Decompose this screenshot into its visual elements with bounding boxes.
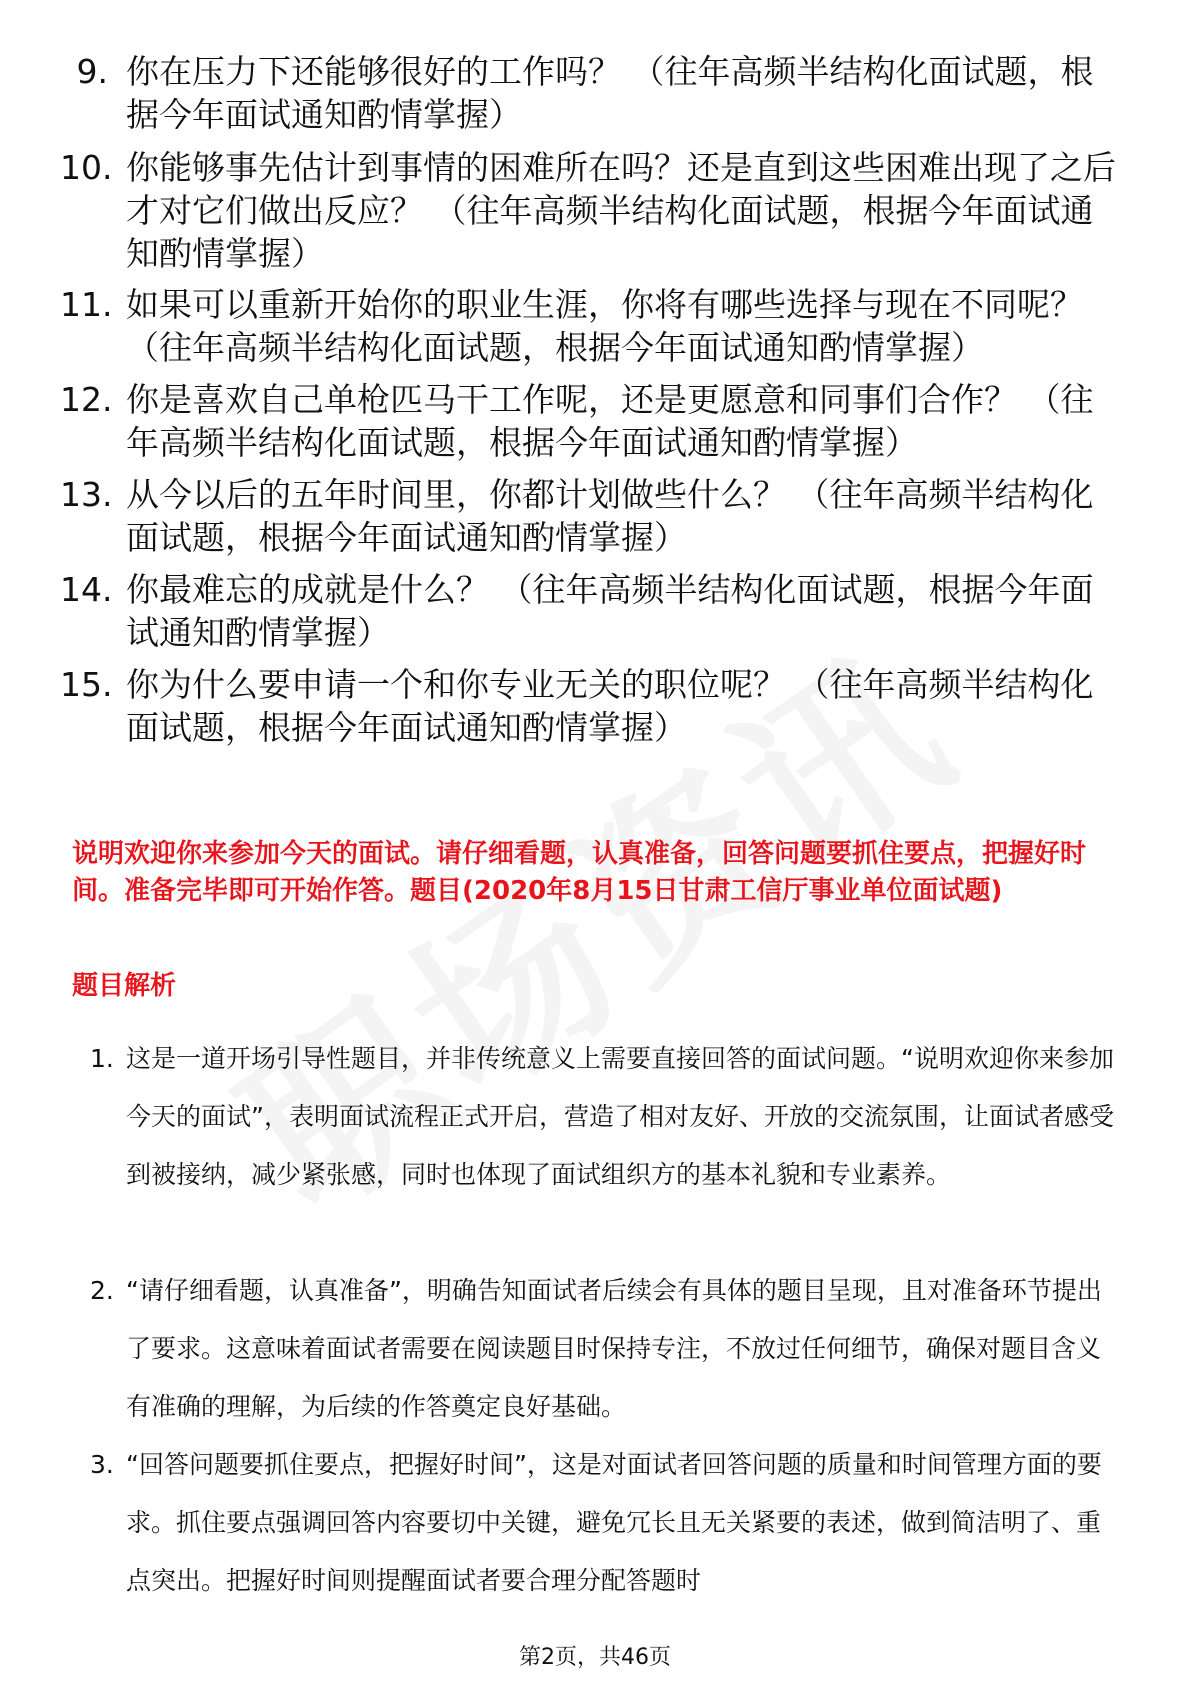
analysis-number: 2. bbox=[90, 1276, 114, 1305]
analysis-text: “请仔细看题，认真准备”，明确告知面试者后续会有具体的题目呈现，且对准备环节提出了要求。这意味着面试者需要在阅读题目时保持专注，不放过任何细节，确保对题目含义有准确的理解，为后续的作答奠定良好基础。 bbox=[126, 1276, 1102, 1421]
question-number: 10. bbox=[60, 148, 113, 187]
analysis-text: “回答问题要抓住要点，把握好时间”，这是对面试者回答问题的质量和时间管理方面的要求。抓住要点强调回答内容要切中关键，避免冗长且无关紧要的表述，做到简洁明了、重点突出。把握好时间则提醒面试者要合理分配答题时 bbox=[126, 1450, 1102, 1595]
analysis-heading: 题目解析 bbox=[72, 971, 177, 1001]
question-number: 13. bbox=[60, 475, 113, 514]
analysis-item bbox=[72, 1030, 1122, 1204]
question-text: 你能够事先估计到事情的困难所在吗？还是直到这些困难出现了之后才对它们做出反应？ （往年高频半结构化面试题，根据今年面试通知酌情掌握） bbox=[126, 148, 1116, 273]
question-item bbox=[60, 663, 1120, 749]
question-number: 12. bbox=[60, 380, 113, 419]
question-item bbox=[60, 50, 1120, 136]
question-item bbox=[60, 283, 1120, 369]
question-number: 15. bbox=[60, 665, 113, 704]
analysis-item bbox=[72, 1262, 1122, 1436]
question-number: 14. bbox=[60, 570, 113, 609]
question-number: 9. bbox=[76, 52, 108, 91]
question-text: 你是喜欢自己单枪匹马干工作呢，还是更愿意和同事们合作？ （往年高频半结构化面试题，根据今年面试通知酌情掌握） bbox=[126, 380, 1094, 462]
question-text: 你在压力下还能够很好的工作吗？ （往年高频半结构化面试题，根据今年面试通知酌情掌握） bbox=[126, 52, 1094, 134]
question-item bbox=[60, 473, 1120, 559]
page-footer: 第2页，共46页 bbox=[519, 1645, 671, 1670]
question-item bbox=[60, 568, 1120, 654]
analysis-number: 1. bbox=[90, 1044, 114, 1073]
question-number: 11. bbox=[60, 285, 113, 324]
question-item bbox=[60, 146, 1120, 275]
question-text: 你最难忘的成就是什么？ （往年高频半结构化面试题，根据今年面试通知酌情掌握） bbox=[126, 570, 1094, 652]
analysis-item bbox=[72, 1436, 1122, 1610]
question-item bbox=[60, 378, 1120, 464]
analysis-number: 3. bbox=[90, 1450, 114, 1479]
question-text: 你为什么要申请一个和你专业无关的职位呢？ （往年高频半结构化面试题，根据今年面试通知酌情掌握） bbox=[126, 665, 1094, 747]
instruction-note: 说明欢迎你来参加今天的面试。请仔细看题，认真准备，回答问题要抓住要点，把握好时间。准备完毕即可开始作答。题目(2020年8月15日甘肃工信厅事业单位面试题) bbox=[72, 839, 1087, 906]
analysis-text: 这是一道开场引导性题目，并非传统意义上需要直接回答的面试问题。“说明欢迎你来参加今天的面试”，表明面试流程正式开启，营造了相对友好、开放的交流氛围，让面试者感受到被接纳，减少紧张感，同时也体现了面试组织方的基本礼貌和专业素养。 bbox=[126, 1044, 1114, 1189]
question-text: 从今以后的五年时间里，你都计划做些什么？ （往年高频半结构化面试题，根据今年面试通知酌情掌握） bbox=[126, 475, 1094, 557]
question-text: 如果可以重新开始你的职业生涯，你将有哪些选择与现在不同呢？ （往年高频半结构化面试题，根据今年面试通知酌情掌握） bbox=[126, 285, 1083, 367]
